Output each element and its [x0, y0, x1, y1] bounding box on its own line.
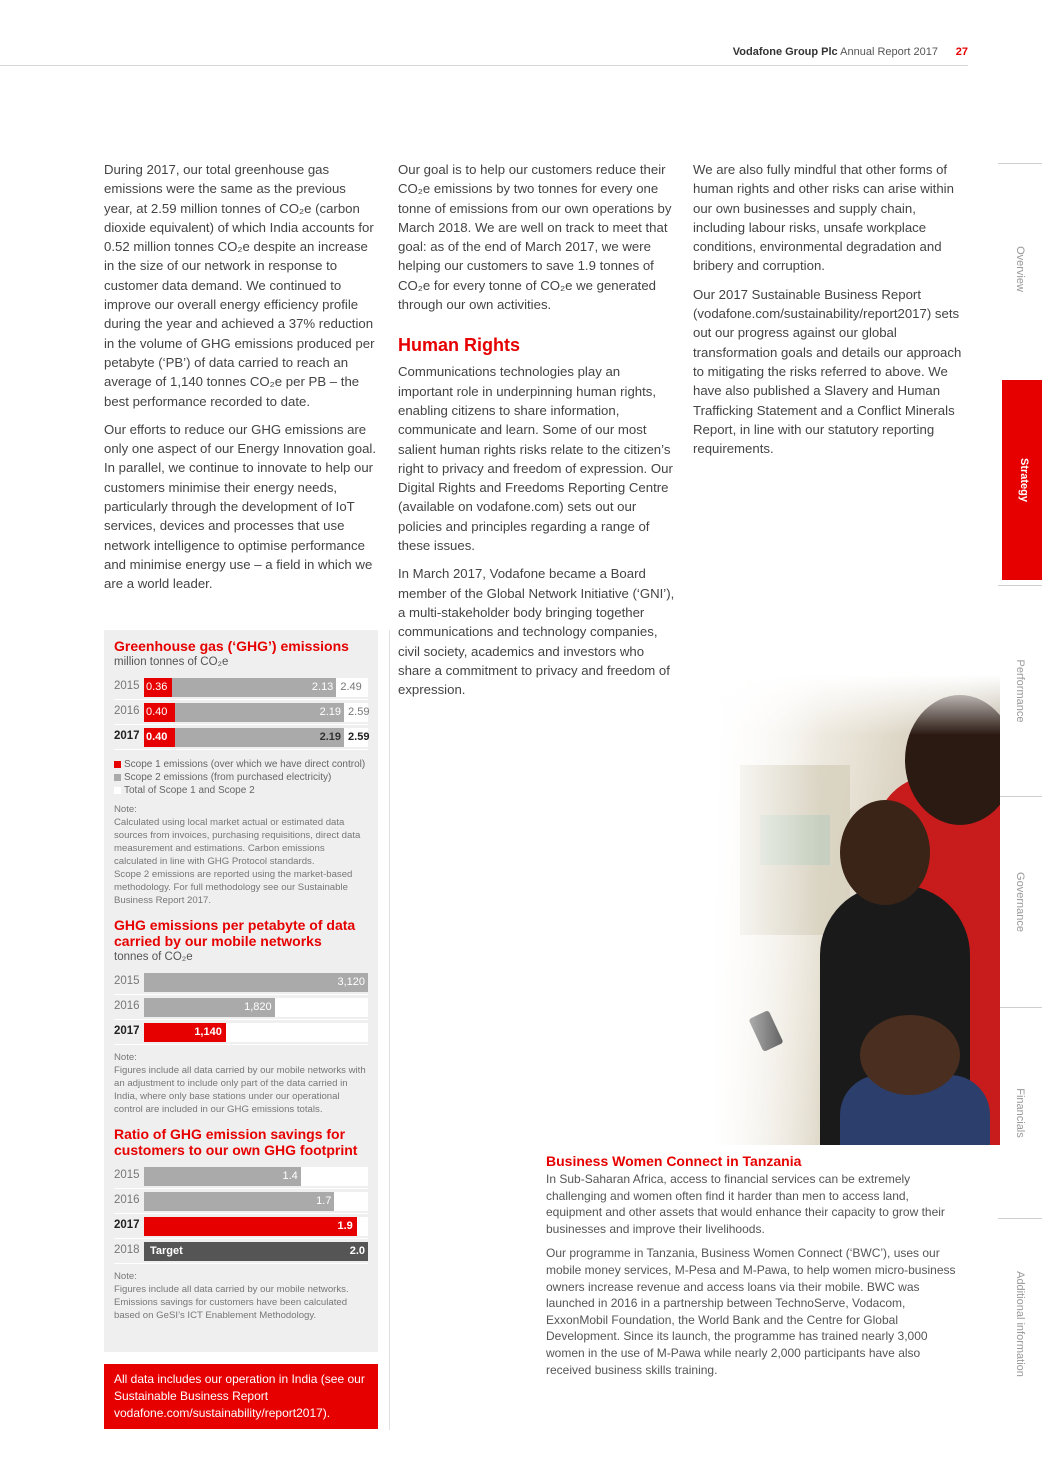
bar-year-label: 2016	[114, 1000, 140, 1012]
bar-row	[114, 725, 368, 750]
text-column-1	[104, 160, 378, 603]
photo-fade-top	[700, 675, 1000, 735]
tab-label: Governance	[1014, 872, 1026, 932]
paragraph: Communications technologies play an important role in underpinning human rights, enabling citizens to share information, communicate and learn. Some of our most salient human rights risks relate to the citizen’s right to privacy and freedom of expression. Our Digital Rights and Freedoms Reporting Centre (available on vodafone.com) sets out our policies and principles regarding a range of these issues.	[398, 364, 673, 554]
chart-bars	[114, 1164, 368, 1264]
legend-label: Scope 1 emissions (over which we have direct control)	[124, 759, 366, 770]
chart-ghg-emissions	[114, 638, 368, 907]
tab-label: Additional information	[1014, 1271, 1026, 1377]
chart-panel	[104, 630, 378, 1352]
legend-label: Total of Scope 1 and Scope 2	[124, 785, 255, 796]
bar-row	[114, 1164, 368, 1189]
value-bar: 1,820	[144, 998, 275, 1017]
bar-row	[114, 1189, 368, 1214]
bar-year-label: 2016	[114, 705, 140, 717]
page-header	[0, 44, 968, 66]
chart-note: Note: Calculated using local market actual or estimated data sources from invoices, purchasing requisitions, direct data measurement and estimations. Carbon emissions calculated in line with GHG Protocol standards. Scope 2 emissions are reported using the market-based methodology. For full methodology see our Sustainable Business Report 2017.	[114, 804, 361, 906]
tab-label: Financials	[1014, 1088, 1026, 1138]
tab-label: Overview	[1014, 246, 1026, 292]
bar-track	[144, 1023, 368, 1042]
chart-note: Note: Figures include all data carried by our mobile networks. Emissions savings for customers have been calculated based on GeSI’s ICT Enablement Methodology.	[114, 1271, 349, 1321]
bar-row	[114, 675, 368, 700]
value-bar: 1.4	[144, 1167, 301, 1186]
tab-overview[interactable]	[998, 163, 1042, 374]
bar-track	[144, 1192, 368, 1211]
bar-row	[114, 1239, 368, 1264]
bar-year-label: 2015	[114, 975, 140, 987]
tab-governance[interactable]	[998, 796, 1042, 1007]
value-bar: 1.7	[144, 1192, 334, 1211]
bar-row	[114, 1020, 368, 1045]
bar-year-label: 2015	[114, 1169, 140, 1181]
bar-year-label: 2017	[114, 730, 140, 742]
bar-year-label: 2018	[114, 1244, 140, 1256]
photo-baby	[860, 1015, 960, 1095]
chart-legend	[114, 758, 368, 797]
tab-strategy[interactable]	[1002, 380, 1042, 580]
value-bar: 3,120	[144, 973, 368, 992]
chart-title: Ratio of GHG emission savings for customers to our own GHG footprint	[114, 1126, 358, 1158]
legend-swatch	[114, 787, 121, 794]
legend-item	[114, 771, 368, 784]
bar-track	[144, 973, 368, 992]
target-bar	[144, 1242, 368, 1261]
bar-year-label: 2017	[114, 1025, 140, 1037]
scope2-bar: 2.13	[172, 678, 337, 697]
legend-item	[114, 758, 368, 771]
bar-row	[114, 700, 368, 725]
case-study-title: Business Women Connect in Tanzania	[546, 1153, 802, 1169]
bar-track	[144, 703, 368, 722]
paragraph: During 2017, our total greenhouse gas emissions were the same as the previous year, at 2.59 million tonnes of CO₂e (carbon dioxide equivalent) of which India accounts for 0.52 million tonnes CO₂e despite an increase in the size of our network in response to customer data demand. We continued to improve our overall energy efficiency profile during the year and achieved a 37% reduction in the volume of GHG emissions produced per petabyte (‘PB’) of data carried to reach an average of 1,140 tonnes CO₂e per PB – the best performance recorded to date.	[104, 162, 375, 409]
bar-row	[114, 1214, 368, 1239]
section-tabs	[998, 163, 1042, 1429]
bar-row	[114, 970, 368, 995]
legend-item	[114, 784, 368, 797]
bar-track	[144, 1217, 368, 1236]
scope1-bar: 0.40	[144, 703, 175, 722]
chart-title: GHG emissions per petabyte of data carried by our mobile networks	[114, 917, 356, 949]
legend-label: Scope 2 emissions (from purchased electricity)	[124, 772, 332, 783]
scope1-bar: 0.40	[144, 728, 175, 747]
bar-year-label: 2015	[114, 680, 140, 692]
photo-fade	[700, 675, 820, 1145]
scope1-bar: 0.36	[144, 678, 172, 697]
value-bar: 1,140	[144, 1023, 226, 1042]
paragraph: Our efforts to reduce our GHG emissions are only one aspect of our Energy Innovation goal. In parallel, we continue to innovate to help our customers minimise their energy needs, particularly through the development of IoT services, devices and processes that use network intelligence to optimise performance and minimise energy use – a field in which we are a world leader.	[104, 421, 376, 592]
legend-swatch	[114, 774, 121, 781]
chart-savings-ratio	[114, 1126, 368, 1322]
bar-track	[144, 678, 368, 697]
paragraph: In March 2017, Vodafone became a Board member of the Global Network Initiative (‘GNI’), a multi-stakeholder body bringing together communications and technology companies, civil society, academics and investors who share a commitment to privacy and freedom of expression.	[398, 566, 675, 698]
paragraph: In Sub-Saharan Africa, access to financial services can be extremely challenging and women often find it harder than men to access land, equipment and other assets that would enhance their capacity to grow their businesses and improve their livelihoods.	[546, 1172, 945, 1236]
total-label: 2.59	[348, 731, 370, 743]
header-title	[733, 46, 938, 58]
india-callout: All data includes our operation in India (see our Sustainable Business Report vodafone.com/sustainability/report2017).	[104, 1364, 378, 1429]
chart-bars	[114, 970, 368, 1045]
header-brand: Vodafone Group Plc	[732, 46, 838, 58]
scope2-bar: 2.19	[175, 728, 344, 747]
scope2-bar: 2.19	[175, 703, 344, 722]
bar-track	[144, 728, 368, 747]
tab-label: Performance	[1014, 659, 1026, 723]
bar-year-label: 2017	[114, 1219, 140, 1231]
paragraph: We are also fully mindful that other forms of human rights and other risks can arise within our own businesses and supply chain, including labour risks, unsafe workplace conditions, environmental degradation and bribery and corruption.	[693, 162, 954, 274]
value-label: 2.0	[349, 1245, 365, 1257]
chart-bars	[114, 675, 368, 750]
value-bar: 1.9	[144, 1217, 357, 1236]
bar-year-label: 2016	[114, 1194, 140, 1206]
photo-woman-head	[840, 800, 930, 905]
total-label: 2.49	[340, 681, 362, 693]
chart-title: Greenhouse gas (‘GHG’) emissions	[114, 638, 349, 654]
legend-swatch	[114, 761, 121, 768]
paragraph: Our 2017 Sustainable Business Report (vodafone.com/sustainability/report2017) sets out our progress against our global transformation goals and details our approach to mitigating the risks referred to above. We have also published a Slavery and Human Trafficking Statement and a Conflict Minerals Report, in line with our statutory reporting requirements.	[693, 286, 962, 457]
bar-row	[114, 995, 368, 1020]
header-report: Annual Report 2017	[840, 46, 938, 58]
column-divider	[389, 630, 390, 1430]
section-heading: Human Rights	[398, 335, 521, 356]
bar-track	[144, 1167, 368, 1186]
chart-note: Note: Figures include all data carried by our mobile networks with an adjustment to include only part of the data carried in India, where only base stations under our operational control are included in our GHG emissions totals.	[114, 1052, 366, 1115]
chart-subtitle: million tonnes of CO₂e	[114, 656, 229, 668]
tab-label: Strategy	[1018, 457, 1030, 503]
text-column-2	[398, 160, 676, 708]
page-number: 27	[955, 46, 968, 58]
tab-performance[interactable]	[998, 585, 1042, 796]
bar-track	[144, 1242, 368, 1261]
tab-financials[interactable]	[998, 1007, 1042, 1218]
chart-ghg-per-petabyte	[114, 917, 368, 1116]
paragraph: Our programme in Tanzania, Business Women Connect (‘BWC’), uses our mobile money services, M-Pesa and M-Pawa, to help women micro-business owners increase revenue and access loans via their mobile. BWC was launched in 2016 in a partnership between TechnoServe, Vodacom, ExxonMobil Foundation, the World Bank and the Centre for Global Development. Since its launch, the programme has trained nearly 3,000 women in the use of M-Pawa while nearly 2,000 participants have also received business skills training.	[546, 1246, 956, 1377]
total-label: 2.59	[348, 706, 370, 718]
tab-additional-information[interactable]	[998, 1218, 1042, 1429]
case-study	[546, 1153, 958, 1386]
chart-subtitle: tonnes of CO₂e	[114, 951, 193, 963]
paragraph: Our goal is to help our customers reduce their CO₂e emissions by two tonnes for every one tonne of emissions from our own operations by March 2018. We are well on track to meet that goal: as of the end of March 2017, we were helping our customers to save 1.9 tonnes of CO₂e for every tonne of CO₂e we generated through our own activities.	[398, 162, 672, 313]
target-label: Target	[150, 1245, 183, 1257]
text-column-3	[693, 160, 967, 467]
bar-track	[144, 998, 368, 1017]
photo-women-mobile	[700, 675, 1000, 1145]
